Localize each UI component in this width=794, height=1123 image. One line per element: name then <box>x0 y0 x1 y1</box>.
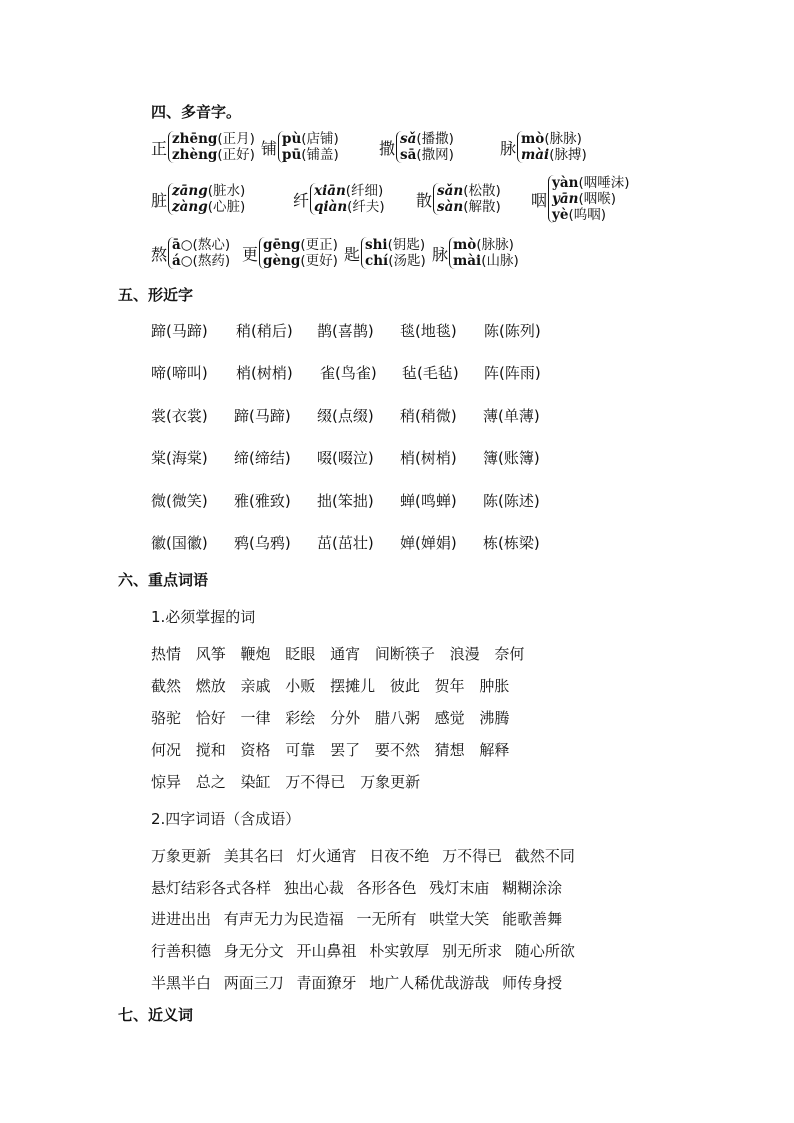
section-title-polyphones: 四、多音字。 <box>151 103 242 121</box>
similar-char-item: 陈(陈列) <box>484 322 541 340</box>
similar-char-item: 梢(树梢) <box>236 364 293 382</box>
polyphone-item <box>242 237 338 269</box>
polyphone-brace <box>433 183 501 215</box>
polyphone-brace <box>168 131 255 163</box>
pinyin: mò <box>521 131 545 147</box>
pinyin: sā <box>400 147 417 163</box>
similar-char-item: 稍(稍后) <box>236 322 293 340</box>
similar-char-item: 啼(啼叫) <box>151 364 208 382</box>
example-word: (纤细) <box>345 183 384 199</box>
polyphone-char: 撒 <box>379 138 396 158</box>
polyphone-item <box>500 131 587 163</box>
similar-char-item: 婵(婵娟) <box>400 534 457 552</box>
polyphone-item <box>344 237 426 269</box>
example-word: (熬药) <box>192 253 231 269</box>
similar-char-item: 裳(衣裳) <box>151 407 208 425</box>
similar-char-item: 茁(茁壮) <box>317 534 374 552</box>
similar-char-item: 雀(鸟雀) <box>320 364 377 382</box>
example-word: (脉搏) <box>549 147 587 163</box>
polyphone-brace <box>517 131 587 163</box>
pinyin: mò <box>453 237 477 253</box>
polyphone-char: 更 <box>242 244 259 264</box>
polyphone-item <box>379 131 454 163</box>
similar-char-item: 梢(树梢) <box>400 449 457 467</box>
similar-char-item: 徽(国徽) <box>151 534 208 552</box>
word-line: 进进出出 有声无力为民造福 一无所有 哄堂大笑 能歌善舞 <box>151 910 563 928</box>
similar-char-item: 陈(陈述) <box>483 492 540 510</box>
example-word: (铺盖) <box>301 147 339 163</box>
example-word: (正月) <box>217 131 255 147</box>
polyphone-brace <box>396 131 454 163</box>
polyphone-brace <box>548 175 629 223</box>
polyphone-item <box>261 131 339 163</box>
polyphone-brace <box>278 131 339 163</box>
pinyin: mài <box>521 147 550 163</box>
word-line: 骆驼 恰好 一律 彩绘 分外 腊八粥 感觉 沸腾 <box>151 709 510 727</box>
pinyin: pū <box>282 147 302 163</box>
similar-char-item: 缔(缔结) <box>234 449 291 467</box>
section-title-similar-chars: 五、形近字 <box>118 286 194 304</box>
pinyin: zhēng <box>172 131 218 147</box>
polyphone-char: 铺 <box>261 138 278 158</box>
similar-char-item: 微(微笑) <box>151 492 208 510</box>
polyphone-brace <box>310 183 385 215</box>
word-line: 截然 燃放 亲戚 小贩 摆摊儿 彼此 贺年 肿胀 <box>151 677 510 695</box>
pinyin: sǎn <box>437 183 464 199</box>
polyphone-char: 纤 <box>293 190 310 210</box>
example-word: (纤夫) <box>347 199 385 215</box>
pinyin: shi <box>365 237 388 253</box>
example-word: (呜咽) <box>568 207 606 223</box>
polyphone-char: 匙 <box>344 244 361 264</box>
polyphone-char: 散 <box>416 190 433 210</box>
similar-char-item: 蝉(鸣蝉) <box>400 492 457 510</box>
polyphone-item <box>293 183 385 215</box>
similar-char-item: 阵(阵雨) <box>484 364 541 382</box>
similar-char-item: 蹄(马蹄) <box>151 322 208 340</box>
polyphone-brace <box>259 237 338 269</box>
similar-char-item: 栋(栋梁) <box>483 534 540 552</box>
example-word: (心脏) <box>207 199 246 215</box>
pinyin: yè <box>552 207 569 223</box>
pinyin: á○ <box>172 253 193 269</box>
subsection-title: 1.必须掌握的词 <box>151 608 256 626</box>
similar-char-item: 薄(单薄) <box>483 407 540 425</box>
example-word: (钥匙) <box>387 237 426 253</box>
example-word: (正好) <box>217 147 255 163</box>
polyphone-char: 脉 <box>500 138 517 158</box>
polyphone-item <box>416 183 501 215</box>
pinyin: ā○ <box>172 237 193 253</box>
pinyin: zàng <box>172 199 208 215</box>
similar-char-item: 啜(啜泣) <box>317 449 374 467</box>
word-line: 半黑半白 两面三刀 青面獠牙 地广人稀优哉游哉 师传身授 <box>151 974 563 992</box>
pinyin: chí <box>365 253 389 269</box>
word-line: 悬灯结彩各式各样 独出心裁 各形各色 残灯末庙 糊糊涂涂 <box>151 879 563 897</box>
polyphone-brace <box>168 237 230 269</box>
polyphone-char: 正 <box>151 138 168 158</box>
pinyin: sǎ <box>400 131 417 147</box>
pinyin: gèng <box>263 253 301 269</box>
example-word: (咽喉) <box>578 191 616 207</box>
section-title-synonyms: 七、近义词 <box>118 1006 194 1024</box>
pinyin: yān <box>552 191 579 207</box>
polyphone-char: 脏 <box>151 190 168 210</box>
polyphone-item <box>531 175 629 223</box>
pinyin: zhèng <box>172 147 218 163</box>
example-word: (撒网) <box>416 147 454 163</box>
polyphone-item <box>151 237 230 269</box>
example-word: (熬心) <box>192 237 231 253</box>
polyphone-char: 咽 <box>531 190 548 210</box>
polyphone-char: 脉 <box>432 244 449 264</box>
example-word: (更好) <box>300 253 338 269</box>
pinyin: gēng <box>263 237 301 253</box>
example-word: (播撒) <box>416 131 454 147</box>
pinyin: zāng <box>172 183 208 199</box>
word-line: 何况 搅和 资格 可靠 罢了 要不然 猜想 解释 <box>151 741 510 759</box>
example-word: (店铺) <box>301 131 339 147</box>
pinyin: qiàn <box>314 199 348 215</box>
word-line: 热情 风筝 鞭炮 眨眼 通宵 间断筷子 浪漫 奈何 <box>151 645 525 663</box>
similar-char-item: 鹊(喜鹊) <box>317 322 374 340</box>
pinyin: pù <box>282 131 302 147</box>
example-word: (更正) <box>300 237 338 253</box>
similar-char-item: 簿(账簿) <box>483 449 540 467</box>
example-word: (脉脉) <box>544 131 582 147</box>
example-word: (脉脉) <box>476 237 514 253</box>
example-word: (山脉) <box>481 253 519 269</box>
word-line: 万象更新 美其名曰 灯火通宵 日夜不绝 万不得已 截然不同 <box>151 847 575 865</box>
example-word: (松散) <box>463 183 501 199</box>
polyphone-item <box>151 131 255 163</box>
section-title-key-words: 六、重点词语 <box>118 571 209 589</box>
polyphone-brace <box>449 237 519 269</box>
similar-char-item: 棠(海棠) <box>151 449 208 467</box>
pinyin: xiān <box>314 183 346 199</box>
similar-char-item: 拙(笨拙) <box>317 492 374 510</box>
similar-char-item: 缀(点缀) <box>317 407 374 425</box>
pinyin: mài <box>453 253 482 269</box>
similar-char-item: 毯(地毯) <box>400 322 457 340</box>
example-word: (脏水) <box>207 183 246 199</box>
example-word: (汤匙) <box>388 253 426 269</box>
pinyin: yàn <box>552 175 579 191</box>
example-word: (咽唾沫) <box>578 175 630 191</box>
similar-char-item: 鸦(乌鸦) <box>234 534 291 552</box>
polyphone-brace <box>361 237 426 269</box>
polyphone-char: 熬 <box>151 244 168 264</box>
similar-char-item: 雅(雅致) <box>234 492 291 510</box>
polyphone-brace <box>168 183 245 215</box>
polyphone-item <box>151 183 245 215</box>
pinyin: sàn <box>437 199 464 215</box>
word-line: 惊异 总之 染缸 万不得已 万象更新 <box>151 773 421 791</box>
similar-char-item: 稍(稍微) <box>400 407 457 425</box>
example-word: (解散) <box>463 199 501 215</box>
similar-char-item: 蹄(马蹄) <box>234 407 291 425</box>
polyphone-item <box>432 237 519 269</box>
similar-char-item: 毡(毛毡) <box>402 364 459 382</box>
word-line: 行善积德 身无分文 开山鼻祖 朴实敦厚 别无所求 随心所欲 <box>151 942 575 960</box>
subsection-title: 2.四字词语（含成语） <box>151 810 301 828</box>
